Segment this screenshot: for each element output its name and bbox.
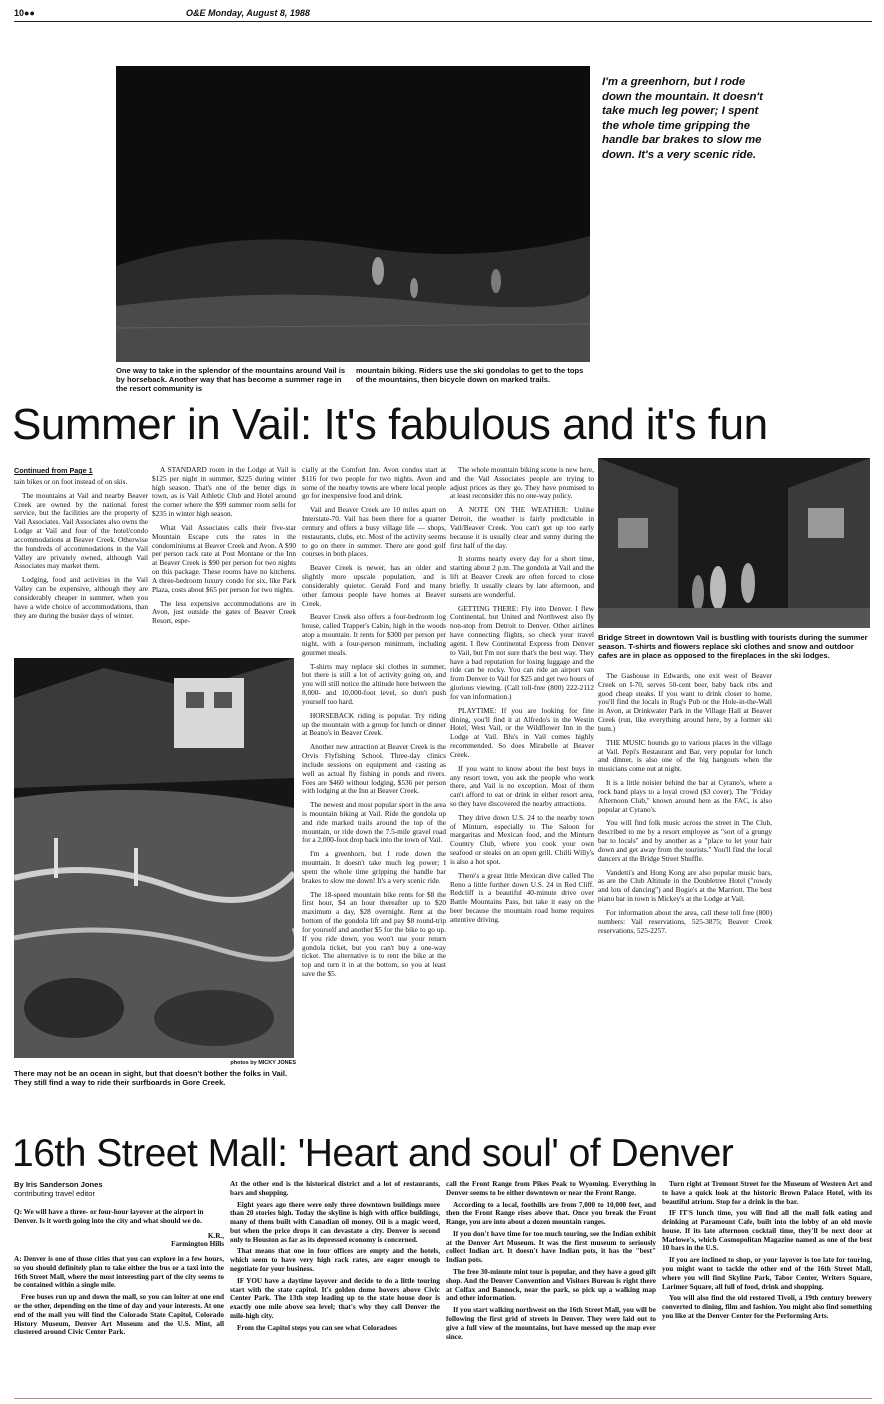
paragraph: HORSEBACK riding is popular. Try riding up the mountain with a group for lunch or dinner at Beano's in Beaver Creek.: [302, 710, 446, 738]
paragraph: That means that one in four offices are empty and the hotels, which seem to have very high rack rates, are eager enough to negotiate for your business.: [230, 1247, 440, 1274]
answer-text: [14, 1255, 224, 1340]
paragraph: It is a little noisier behind the bar at Cyrano's, where a rock band plays to a loyal crowd ($3 cover). The "Friday Afternoon Club," known around here as the FAC, is also popular at Cyrano's.: [598, 778, 772, 814]
paragraph: THE MUSIC hounds go to various places in the village at Vail. Pepi's Restaurant and Bar, very popular for lunch and dinner, is also one of the big hangouts when the musicians come out at night.: [598, 737, 772, 774]
paragraph: If you are inclined to shop, or your layover is too late for touring, you might want to tackle the other end of the 16th Street Mall, where you will find Skyline Park, Tabor Center, Writers Square, Larimer Square, all full of food, drink and shopping.: [662, 1256, 872, 1291]
dateline: O&E Monday, August 8, 1988: [186, 8, 310, 18]
gore-creek-surf-photo: [14, 658, 294, 1058]
paragraph: IF IT'S lunch time, you will find all the mall folk eating and drinking at Paramount Cafe, built into the lobby of an old movie house. If its late afternoon cocktail time, they'll be next door at Marlowe's, which Cosmopolitan Magazine named as one of the best 10 bars in the U.S.: [662, 1209, 872, 1253]
paragraph: You will also find the old restored Tivoli, a 19th century brewery converted to dining, film and fashion. You might also find something you like at the Denver Center for the Performing Arts.: [662, 1294, 872, 1320]
footer-rule: [14, 1398, 872, 1399]
byline-name: By Iris Sanderson Jones: [14, 1180, 103, 1189]
photo-credit: photos by MICKY JONES: [230, 1060, 296, 1066]
paragraph: It storms nearly every day for a short time, starting about 2 p.m. The gondola at Vail and the lift at Beaver Creek are often forced to close briefly. It usually clears by late afternoon, and sunsets are wonderful.: [450, 554, 594, 599]
vail-column-4: [450, 466, 594, 1116]
paragraph: If you want to know about the best buys in any resort town, you ask the people who work there, and Vail is no exception. Most of them can't afford to eat or drink in either resort area, so they have discovered the nearby attractions.: [450, 763, 594, 808]
page-folio: 10●●: [14, 8, 35, 18]
paragraph: The mountains at Vail and nearby Beaver Creek are owned by the national forest service, but the facilities are the property of Vail Associates. Vail Associates also owns the Lodge at Vail and four of the hotel/condo accommodations at Beaver Creek. Otherwise the hundreds of accommodations in the Vail Valley are privately owned, although Vail Associates may market them.: [14, 490, 148, 571]
paragraph: From the Capitol steps you can see what Coloradoes: [237, 1323, 397, 1332]
horseback-photo-caption-part-2: mountain biking. Riders use the ski gondolas to get to the tops of the mountains, then bicycle down on marked trails.: [356, 366, 584, 384]
paragraph: They drive down U.S. 24 to the nearby town of Minturn, especially to The Saloon for margaritas and Mexican food, and the Minturn Country Club, where you cook your own seafood or steaks on an open grill. Chilli Willy's is also a hot spot.: [450, 812, 594, 866]
paragraph: According to a local, foothills are from 7,000 to 10,000 feet, and then the Front Range rises above that. Once you break the Front Range, you are into about a dozen mountain ranges.: [446, 1200, 656, 1227]
paragraph: What Vail Associates calls their five-star Mountain Escape cuts the rates in the condominiums at Beaver Creek and Avon. A $90 per person rack rate at Post Montane or the Inn at Beaver Creek is $90 per person for two nights on this package. These rooms have no kitchens. A three-bedroom luxury condo for six, like Park Plaza, costs about $65 per person for two nights.: [152, 522, 296, 594]
denver-column-1: [14, 1208, 224, 1394]
paragraph: If you don't have time for too much touring, see the Indian exhibit at the Denver Art Museum. It was the first museum to seriously collect Indian art. It doesn't have Indian pots, it has the "best" Indian pots.: [446, 1229, 656, 1265]
continued-from-label: Continued from Page 1: [14, 466, 93, 475]
paragraph: IF YOU have a daytime layover and decide to do a little touring start with the state capitol. It's golden dome hovers above Civic Center Park. The 13th step leading up to the state house door is exactly one mile above sea level; that's why they call Denver the mile-high city.: [230, 1276, 440, 1320]
paragraph: If you start walking northwest on the 16th Street Mall, you will be following the first grid of streets in Denver. They were laid out to give a full view of the mountains, but have messed up the map ever since.: [446, 1306, 656, 1341]
paragraph: I'm a greenhorn, but I rode down the mountain. It doesn't take much leg power; I spent the whole time gripping the handle bar brakes to slow me down! It's a very scenic ride.: [302, 849, 446, 885]
denver-column-3: [446, 1180, 656, 1394]
vail-column-3: [302, 466, 446, 1116]
paragraph: The newest and most popular sport in the area is mountain biking at Vail. Ride the gondola up and ride marked trails around the top of the mountain, or ride down the 7.5-mile gravel road for a 2,000-foot drop back into the town of Vail.: [302, 800, 446, 845]
paragraph: T-shirts may replace ski clothes in summer, but there is still a lot of activity going on, and you will still notice the altitude here between the 8,000- and 10,000-foot level, so don't push yourself too hard.: [302, 661, 446, 706]
question-signature-initials: K.R.,: [207, 1231, 224, 1240]
paragraph: Another new attraction at Beaver Creek is the Orvis Flyfishing School. Three-day clinics include sessions on equipment and casting as well as actual fly fishing in ponds and rivers. Fees are $460 without lodging, $536 per person with lodging at the Inn at Beaver Creek.: [302, 742, 446, 796]
denver-column-4: [662, 1180, 872, 1394]
paragraph: Eight years ago there were only three downtown buildings more than 20 stories high. Today the skyline is high with office buildings, many of them built with Canadian oil money. Oil is a magic word, but when the price drops it can devastate a city. Denver is second only to Houston as far as its depressed economy is concerned.: [230, 1200, 440, 1244]
paragraph: Beaver Creek is newer, has an older and slightly more upscale population, and is considerably quieter. Gerald Ford and many other famous people have homes at Beaver Creek.: [302, 563, 446, 608]
paragraph: GETTING THERE: Fly into Denver. I flew Continental, but United and Northwest also fly non-stop from Detroit to Denver. Other airlines have connecting flights, so check your travel agent. I flew Continental Express from Denver to Vail, but I'm not sure that's the best way. They have a bad reputation for losing luggage and the ride can be rocky. You can ride an airport van from Denver to Vail for $25 and get two hours of glorious viewing. (Call toll-free (800) 222-2112 for van information.): [450, 603, 594, 701]
denver-headline: 16th Street Mall: 'Heart and soul' of Denver: [12, 1132, 734, 1175]
header-rule: [14, 21, 872, 22]
paragraph: Free buses run up and down the mall, so you can loiter at one end or the other, depending on the time of day and your interests. At one end of the mall you will find the Colorado State Capitol, Colorado History Museum, Denver Art Museum and the U.S. Mint, all clustered around Civic Center Park.: [14, 1293, 224, 1337]
bridge-street-photo: [598, 458, 870, 628]
paragraph: For information about the area, call these toll free (800) numbers: Vail reservations, 525-3875; Beaver Creek reservations, 525-2257.: [598, 907, 772, 935]
denver-column-2: [230, 1180, 440, 1394]
paragraph: Vandetti's and Hong Kong are also popular music bars, as are the Club Altitude in the Doubletree Hotel ("rowdy and lots of dancing") and Bogie's at the Marriott. The best piano bar in town is Mickey's at the Lodge at Vail.: [598, 867, 772, 904]
vail-column-5: [598, 672, 772, 1116]
reader-question: Q: We will have a three- or four-hour layover at the airport in Denver. Is it worth going into the city and what should we do.: [14, 1208, 204, 1225]
paragraph: The less expensive accommodations are in Avon, just outside the gates of Beaver Creek Resort, espe-: [152, 598, 296, 626]
paragraph: cially at the Comfort Inn. Avon condos start at $116 for two people for two nights. Avon and some of the nearby towns are where local people go for inexpensive food and drink.: [302, 466, 446, 501]
gore-creek-photo-caption: There may not be an ocean in sight, but that doesn't bother the folks in Vail. They still find a way to ride their surfboards in Gore Creek.: [14, 1069, 288, 1087]
vail-column-2: [152, 466, 296, 646]
horseback-photo-caption-part-1: One way to take in the splendor of the mountains around Vail is by horseback. Another way that has become a summer rage in the resort community is: [116, 366, 346, 393]
vail-column-1: [14, 478, 148, 646]
paragraph: Vail and Beaver Creek are 10 miles apart on Interstate-70. Vail has been there for a quarter century and offers a busy village life — shops, restaurants, clubs, etc. Most of the activity seems to go on there in summer. There are good golf courses in both places.: [302, 505, 446, 559]
vail-headline: Summer in Vail: It's fabulous and it's fun: [12, 400, 768, 449]
horseback-photo: [116, 66, 590, 362]
paragraph: Turn right at Tremont Street for the Museum of Western Art and to have a quick look at the historic Brown Palace Hotel, with its beautiful atrium. Stop for a drink in the bar.: [662, 1180, 872, 1206]
paragraph: tain bikes or on foot instead of on skis.: [14, 478, 128, 486]
paragraph: A NOTE ON THE WEATHER: Unlike Detroit, the weather is fairly predictable in Vail/Beaver Creek. You can't get up too early because it is usually clear and sunny during the first half of the day.: [450, 505, 594, 550]
byline-title: contributing travel editor: [14, 1189, 96, 1198]
paragraph: call the Front Range from Pikes Peak to Wyoming. Everything in Denver seems to be either downtown or near the Front Range.: [446, 1180, 656, 1197]
paragraph: The free 30-minute mint tour is popular, and they have a good gift shop. And the Denver Convention and Visitors Bureau is right there at Colfax and Bannock, near the park, so pick up a walking map and other information.: [446, 1268, 656, 1303]
paragraph: You will find folk music across the street in The Club, described to me by a resort employee as "sort of a grungy bar to locals" and by another as a "place to let your hair down and get away from the tourists." You'll find the local dancers at the Bridge Street Shuffle.: [598, 818, 772, 863]
paragraph: There's a great little Mexican dive called The Reno a little further down U.S. 24 in Red Cliff. Redcliff is a beautiful 40-minute drive over Battle Mountains Pass, but take it easy on the beer because the mountain road home requires attentive driving.: [450, 870, 594, 924]
paragraph: The 18-speed mountain bike rents for $8 the first hour, $4 an hour thereafter up to $20 maximum a day, $28 overnight. Rent at the bottom of the gondola lift and pay $8 round-trip for yourself and another $5 for the bike to go up. If you ride down, you won't use your return gondola ticket, but you can't buy a one-way ticket. The alternative is to rent the bike at the top and turn it in at the bottom, so you at least save the $5.: [302, 889, 446, 979]
paragraph: The Gashouse in Edwards, one exit west of Beaver Creek on I-70, serves 50-cent beer, baby back ribs and good cheap steaks. If you want to drink closer to home, you'll find the locals in Rug's Pub or the Hole-in-the-Wall in Avon, at Drinkwater Park in the Village Hall at Beaver Creek (run, like everything around here, by a former ski bum.): [598, 672, 772, 733]
bridge-street-photo-caption: Bridge Street in downtown Vail is bustling with tourists during the summer season. T-shirts and flowers replace ski clothes and snow and outdoor cafes are in place as opposed to the fireplaces in the ski lodges.: [598, 633, 868, 660]
paragraph: The whole mountain biking scene is new here, and the Vail Associates people are trying to adjust prices as they go. They have promised to at least reconsider this no one-way policy.: [450, 466, 594, 501]
paragraph: At the other end is the historical district and a lot of restaurants, bars and shopping.: [230, 1180, 440, 1197]
question-signature-place: Farmington Hills: [171, 1240, 224, 1249]
pull-quote: I'm a greenhorn, but I rode down the mountain. It doesn't take much leg power; I spent the whole time gripping the handle bar brakes to slow me down. It's a very scenic ride.: [602, 76, 763, 161]
paragraph: PLAYTIME: If you are looking for fine dining, you'll find it at Alfredo's in the Westin Hotel, West Vail, or the Wildflower Inn in the Lodge at Vail. Blu's in Vail comes highly recommended. So does Mirabelle at Beaver Creek.: [450, 705, 594, 759]
paragraph: A STANDARD room in the Lodge at Vail is $125 per night in summer, $225 during winter high season. That's one of the better digs in town, as is Vail Athletic Club and Hotel around the corner where the $99 summer room sells for $235 in winter high season.: [152, 466, 296, 519]
paragraph: A: Denver is one of those cities that you can explore in a few hours, so you should definitely plan to take either the bus or a taxi into the 16th Street Mall, where the most interesting part of the city seems to be contained within a single mile.: [14, 1255, 224, 1290]
paragraph: Beaver Creek also offers a four-bedroom log house, called Trapper's Cabin, high in the woods atop a mountain. It rents for $300 per person per night, with a four-person minimum, including gourmet meals.: [302, 612, 446, 657]
paragraph: Lodging, food and activities in the Vail Valley can be expensive, although they are considerably cheaper in summer, when you have a wide choice of accommodations, than they are during the busier days of winter.: [14, 575, 148, 620]
